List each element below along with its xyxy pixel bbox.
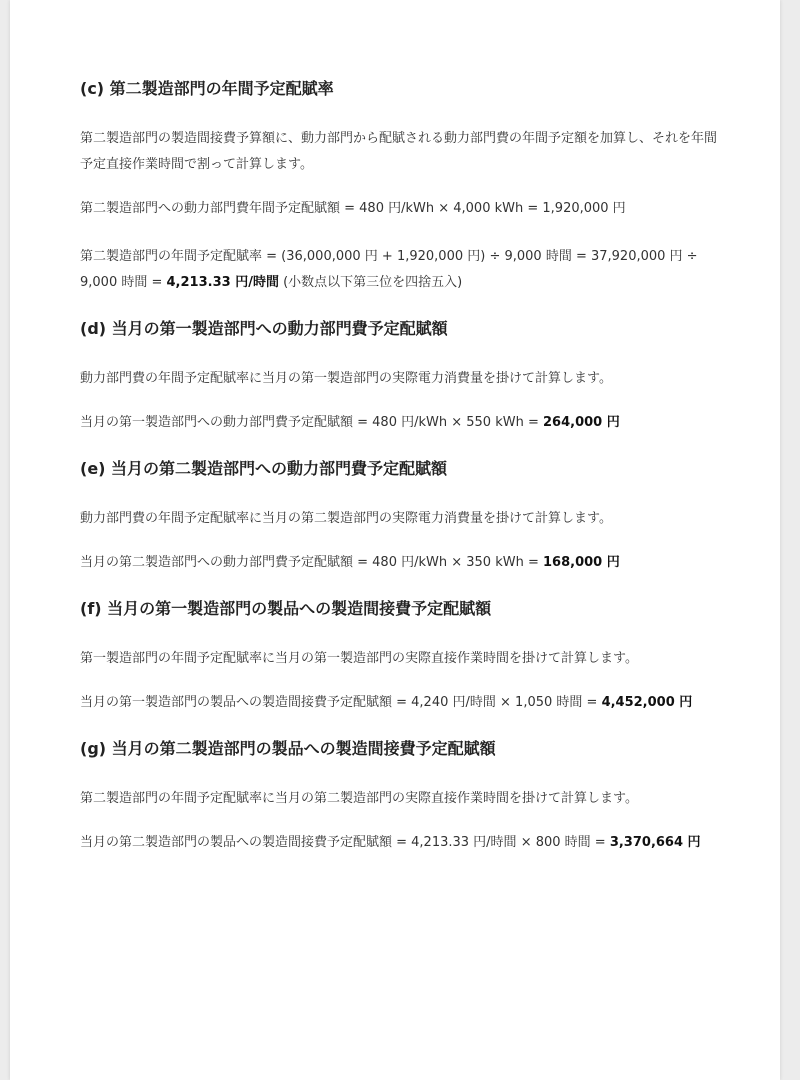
calculation-note: (小数点以下第三位を四捨五入)	[278, 275, 463, 290]
calculation-line: 第二製造部門への動力部門費年間予定配賦額 = 480 円/kWh × 4,000 kWh = 1,920,000 円	[80, 201, 626, 216]
section-d	[80, 318, 720, 436]
calculation-line	[80, 690, 720, 716]
calculation-result: 4,452,000 円	[601, 695, 693, 710]
section-heading: (f) 当月の第一製造部門の製品への製造間接費予定配賦額	[80, 599, 492, 618]
section-heading: (e) 当月の第二製造部門への動力部門費予定配賦額	[80, 459, 448, 478]
section-description: 第一製造部門の年間予定配賦率に当月の第一製造部門の実際直接作業時間を掛けて計算します。	[80, 651, 638, 666]
calculation-text: 当月の第二製造部門の製品への製造間接費予定配賦額 = 4,213.33 円/時間 × 800 時間 =	[80, 835, 610, 850]
document-page	[10, 0, 780, 1080]
calculation-text: 当月の第一製造部門への動力部門費予定配賦額 = 480 円/kWh × 550 kWh =	[80, 415, 543, 430]
calculation-line	[80, 830, 720, 856]
calculation-line	[80, 244, 720, 296]
calculation-line	[80, 550, 720, 576]
section-description: 動力部門費の年間予定配賦率に当月の第一製造部門の実際電力消費量を掛けて計算します。	[80, 371, 612, 386]
calculation-result: 168,000 円	[543, 555, 620, 570]
calculation-result: 3,370,664 円	[609, 835, 701, 850]
section-heading: (g) 当月の第二製造部門の製品への製造間接費予定配賦額	[80, 739, 496, 758]
section-g	[80, 738, 720, 856]
document-content	[80, 78, 720, 878]
section-description: 第二製造部門の製造間接費予算額に、動力部門から配賦される動力部門費の年間予定額を加算し、それを年間予定直接作業時間で割って計算します。	[80, 131, 718, 172]
calculation-result: 4,213.33 円/時間	[166, 275, 279, 290]
calculation-result: 264,000 円	[543, 415, 620, 430]
calculation-text: 当月の第一製造部門の製品への製造間接費予定配賦額 = 4,240 円/時間 × 1,050 時間 =	[80, 695, 602, 710]
section-f	[80, 598, 720, 716]
section-e	[80, 458, 720, 576]
section-description: 動力部門費の年間予定配賦率に当月の第二製造部門の実際電力消費量を掛けて計算します。	[80, 511, 612, 526]
calculation-line	[80, 410, 720, 436]
section-c	[80, 78, 720, 296]
section-heading: (c) 第二製造部門の年間予定配賦率	[80, 79, 334, 98]
section-description: 第二製造部門の年間予定配賦率に当月の第二製造部門の実際直接作業時間を掛けて計算します。	[80, 791, 638, 806]
section-heading: (d) 当月の第一製造部門への動力部門費予定配賦額	[80, 319, 448, 338]
calculation-text: 第二製造部門の年間予定配賦率 = (36,000,000 円 + 1,920,000 円) ÷ 9,000 時間 = 37,920,000 円 ÷ 9,000 時間 =	[80, 249, 698, 290]
calculation-text: 当月の第二製造部門への動力部門費予定配賦額 = 480 円/kWh × 350 kWh =	[80, 555, 543, 570]
